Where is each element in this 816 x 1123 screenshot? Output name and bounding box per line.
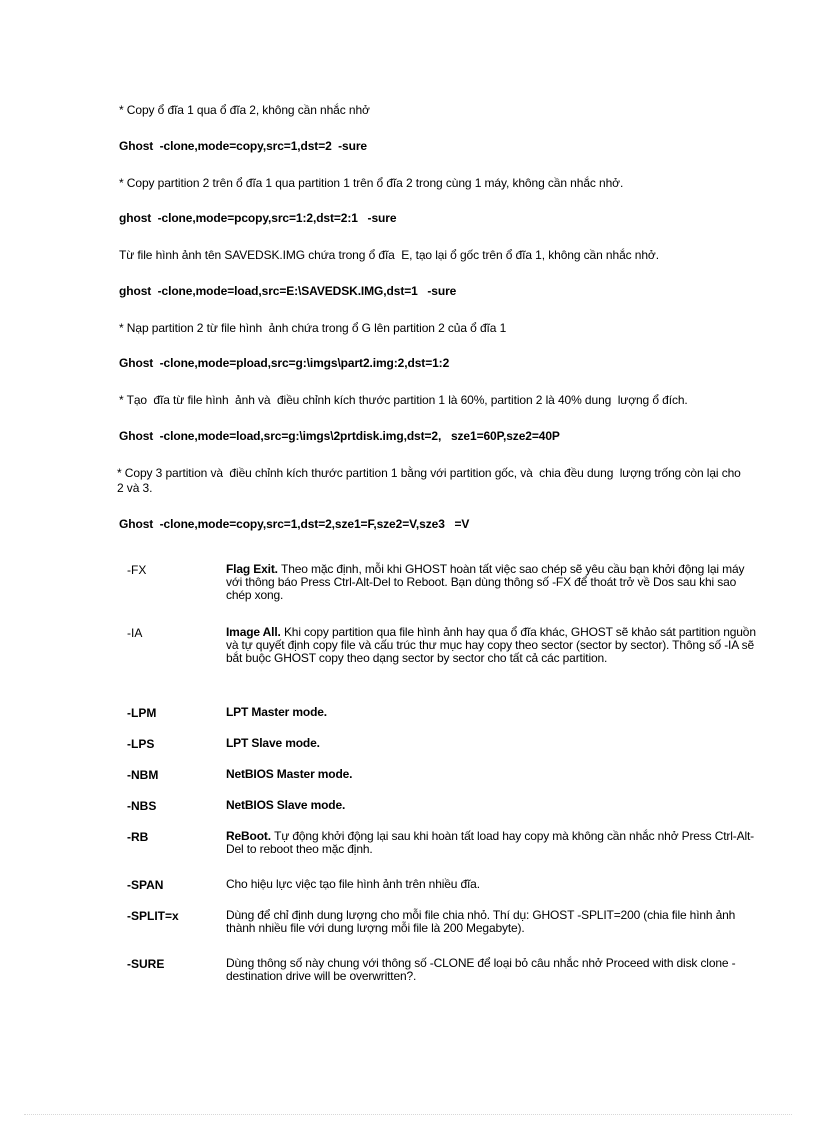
option-description (226, 737, 761, 750)
example-command-load-partition: Ghost -clone,mode=pload,src=g:\imgs\part2.img:2,dst=1:2 (119, 356, 450, 370)
example-note-copy-three-partitions: * Copy 3 partition và điều chỉnh kích thước partition 1 bằng với partition gốc, và chia đều dung lượng trống còn lại cho 2 và 3. (117, 466, 741, 495)
option-description (226, 706, 761, 719)
option-key: -NBS (127, 799, 157, 813)
option-key: -SURE (127, 957, 165, 971)
option-term: NetBIOS Master mode. (226, 767, 353, 781)
option-description (226, 830, 761, 856)
example-note-copy-disk: * Copy ổ đĩa 1 qua ổ đĩa 2, không cần nhắc nhở (119, 103, 370, 117)
option-key: -IA (127, 626, 143, 640)
example-note-load-image: Từ file hình ảnh tên SAVEDSK.IMG chứa trong ổ đĩa E, tạo lại ổ gốc trên ổ đĩa 1, không cần nhắc nhở. (119, 248, 659, 262)
option-key: -RB (127, 830, 149, 844)
page-bottom-divider (24, 1114, 792, 1115)
option-term: LPT Slave mode. (226, 736, 320, 750)
option-description (226, 563, 761, 602)
option-key: -LPS (127, 737, 155, 751)
example-command-copy-three-partitions: Ghost -clone,mode=copy,src=1,dst=2,sze1=F,sze2=V,sze3 =V (119, 517, 470, 531)
option-text: Tự động khởi động lại sau khi hoàn tất load hay copy mà không cần nhắc nhở Press Ctrl-Alt-Del to reboot theo mặc định. (226, 829, 755, 856)
option-text: Theo mặc định, mỗi khi GHOST hoàn tất việc sao chép sẽ yêu cầu bạn khởi động lại máy với thông báo Press Ctrl-Alt-Del to Reboot. Bạn dùng thông số -FX để thoát trở về Dos sau khi sao chép xong. (226, 562, 745, 602)
option-term: ReBoot. (226, 829, 275, 843)
option-key: -SPAN (127, 878, 164, 892)
option-text: Khi copy partition qua file hình ảnh hay qua ổ đĩa khác, GHOST sẽ khảo sát partition nguồn và tự quyết định copy file và cấu trúc thư mục hay copy theo sector (sector by sector). Thông số -IA sẽ bắt buộc GHOST copy theo dạng sector by sector cho tất cả các partition. (226, 625, 756, 665)
example-note-resize-partition: * Tạo đĩa từ file hình ảnh và điều chỉnh kích thước partition 1 là 60%, partition 2 là 40% dung lượng ổ đích. (119, 393, 688, 407)
example-note-copy-partition: * Copy partition 2 trên ổ đĩa 1 qua partition 1 trên ổ đĩa 2 trong cùng 1 máy, không cần nhắc nhở. (119, 176, 624, 190)
example-command-copy-disk: Ghost -clone,mode=copy,src=1,dst=2 -sure (119, 139, 367, 153)
option-term: Image All. (226, 625, 284, 639)
example-command-copy-partition: ghost -clone,mode=pcopy,src=1:2,dst=2:1 -sure (119, 211, 397, 225)
option-key: -SPLIT=x (127, 909, 179, 923)
option-term: LPT Master mode. (226, 705, 327, 719)
option-description (226, 768, 761, 781)
option-description: Dùng thông số này chung với thông số -CLONE để loại bỏ câu nhắc nhở Proceed with disk clone - destination drive will be overwritten?. (226, 956, 736, 983)
example-command-load-image: ghost -clone,mode=load,src=E:\SAVEDSK.IMG,dst=1 -sure (119, 284, 457, 298)
option-description: Dùng để chỉ định dung lượng cho mỗi file chia nhỏ. Thí dụ: GHOST -SPLIT=200 (chia file hình ảnh thành nhiều file với dung lượng mỗi file là 200 Megabyte). (226, 908, 736, 935)
option-term: Flag Exit. (226, 562, 282, 576)
option-term: NetBIOS Slave mode. (226, 798, 346, 812)
option-description (226, 626, 761, 665)
option-key: -LPM (127, 706, 157, 720)
option-description: Cho hiệu lực việc tạo file hình ảnh trên nhiều đĩa. (226, 877, 480, 891)
option-key: -FX (127, 563, 147, 577)
option-description (226, 799, 761, 812)
example-command-resize-partition: Ghost -clone,mode=load,src=g:\imgs\2prtdisk.img,dst=2, sze1=60P,sze2=40P (119, 429, 560, 443)
option-key: -NBM (127, 768, 159, 782)
example-note-load-partition: * Nạp partition 2 từ file hình ảnh chứa trong ổ G lên partition 2 của ổ đĩa 1 (119, 321, 507, 335)
